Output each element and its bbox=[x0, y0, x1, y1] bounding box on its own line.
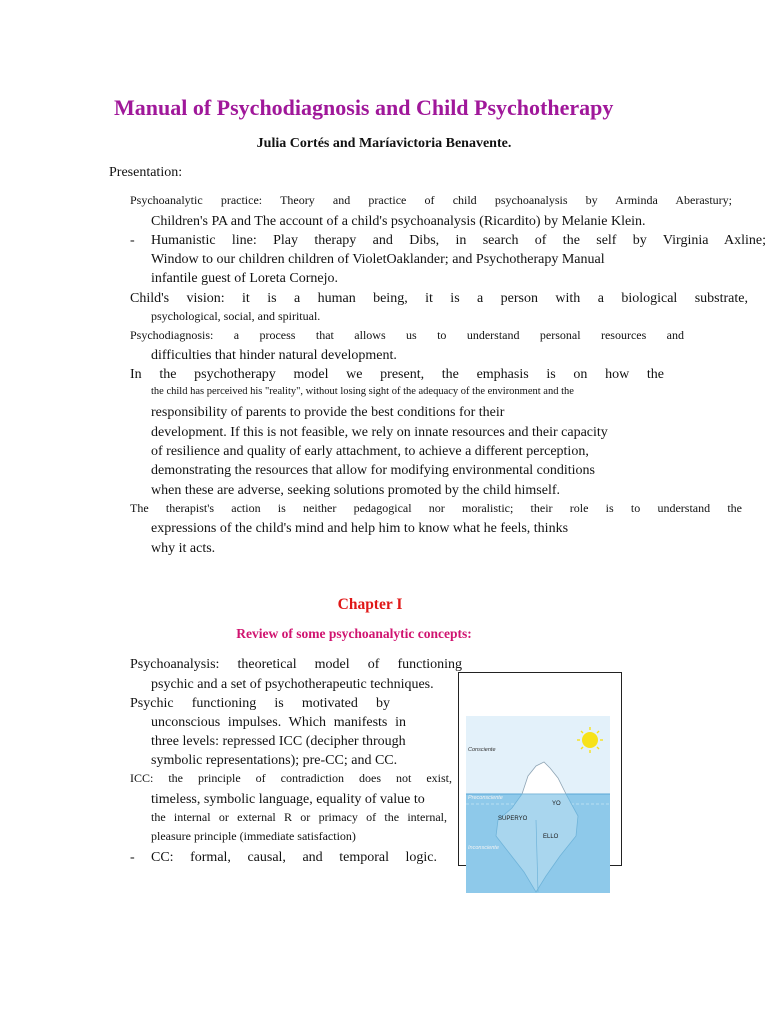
presentation-line: The therapist's action is neither pedagogical nor moralistic; their role is to understand the bbox=[130, 501, 742, 515]
presentation-line: psychological, social, and spiritual. bbox=[151, 309, 321, 323]
label-inconsciente: Inconsciente bbox=[468, 845, 499, 851]
presentation-line: infantile guest of Loreta Cornejo. bbox=[151, 271, 338, 286]
presentation-line: Child's vision: it is a human being, it is a person with a biological substrate, bbox=[130, 291, 748, 306]
presentation-label: Presentation: bbox=[109, 165, 183, 180]
label-yo: YO bbox=[552, 801, 561, 807]
presentation-line: difficulties that hinder natural development. bbox=[151, 348, 397, 363]
chapter-line: Psychoanalysis: theoretical model of functioning bbox=[130, 657, 462, 672]
bullet-dash: - bbox=[130, 850, 135, 865]
chapter-line: the internal or external R or primacy of the internal, bbox=[151, 810, 447, 824]
presentation-line: responsibility of parents to provide the best conditions for their bbox=[151, 405, 505, 420]
document-title: Manual of Psychodiagnosis and Child Psychotherapy bbox=[114, 95, 614, 120]
presentation-line: Psychodiagnosis: a process that allows us to understand personal resources and bbox=[130, 328, 684, 342]
presentation-line: Window to our children children of VioletOaklander; and Psychotherapy Manual bbox=[151, 252, 605, 267]
chapter-line: symbolic representations); pre-CC; and CC. bbox=[151, 753, 398, 768]
presentation-line: when these are adverse, seeking solutions promoted by the child himself. bbox=[151, 483, 561, 498]
chapter-line: ICC: the principle of contradiction does not exist, bbox=[130, 771, 452, 785]
presentation-line: Psychoanalytic practice: Theory and practice of child psychoanalysis by Arminda Aberastury; bbox=[130, 193, 732, 207]
presentation-line: In the psychotherapy model we present, the emphasis is on how the bbox=[130, 367, 664, 382]
presentation-line: demonstrating the resources that allow for modifying environmental conditions bbox=[151, 463, 596, 478]
label-ello: ELLO bbox=[543, 834, 559, 840]
chapter-line: unconscious impulses. Which manifests in bbox=[151, 715, 406, 730]
label-preconsciente: Preconsciente bbox=[468, 795, 503, 801]
presentation-line: the child has perceived his "reality", without losing sight of the adequacy of the environment and the bbox=[151, 386, 574, 397]
presentation-line: Humanistic line: Play therapy and Dibs, in search of the self by Virginia Axline; bbox=[151, 233, 766, 248]
chapter-line: pleasure principle (immediate satisfaction) bbox=[151, 829, 356, 843]
document-authors: Julia Cortés and Maríavictoria Benavente. bbox=[256, 136, 512, 151]
label-superyo: SUPERYO bbox=[498, 816, 528, 822]
presentation-line: development. If this is not feasible, we rely on innate resources and their capacity bbox=[151, 425, 608, 440]
chapter-subheading: Review of some psychoanalytic concepts: bbox=[236, 626, 472, 641]
iceberg-diagram bbox=[466, 716, 610, 893]
chapter-line: CC: formal, causal, and temporal logic. bbox=[151, 850, 437, 865]
presentation-line: why it acts. bbox=[151, 541, 216, 556]
chapter-line: three levels: repressed ICC (decipher through bbox=[151, 734, 406, 749]
chapter-line: psychic and a set of psychotherapeutic techniques. bbox=[151, 677, 434, 692]
label-consciente: Consciente bbox=[468, 747, 496, 753]
presentation-line: of resilience and quality of early attachment, to achieve a different perception, bbox=[151, 444, 589, 459]
presentation-line: Children's PA and The account of a child's psychoanalysis (Ricardito) by Melanie Klein. bbox=[151, 214, 646, 229]
chapter-line: timeless, symbolic language, equality of value to bbox=[151, 792, 425, 807]
presentation-line: expressions of the child's mind and help him to know what he feels, thinks bbox=[151, 521, 569, 536]
chapter-line: Psychic functioning is motivated by bbox=[130, 696, 390, 711]
bullet-dash: - bbox=[130, 233, 135, 248]
chapter-heading: Chapter I bbox=[337, 596, 403, 613]
